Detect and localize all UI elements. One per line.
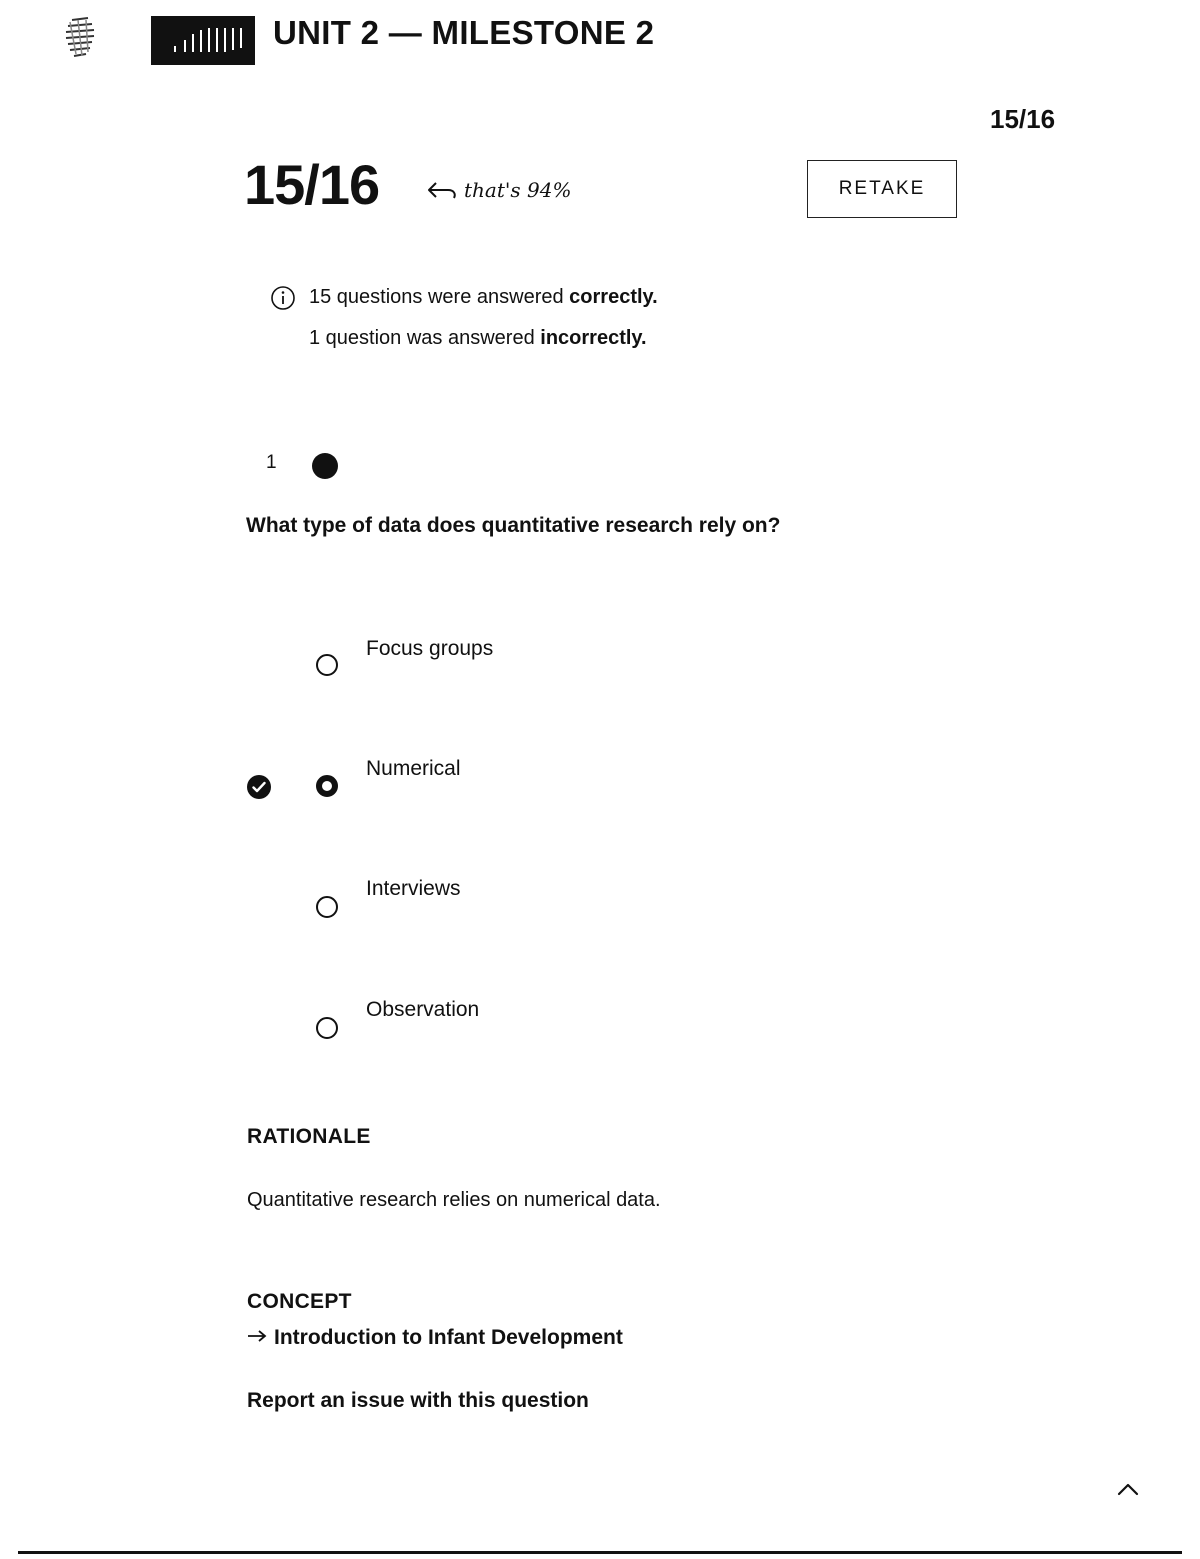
percent-note xyxy=(426,178,571,202)
option-radio-interviews[interactable] xyxy=(316,896,338,918)
rationale-text: Quantitative research relies on numerical data. xyxy=(247,1189,661,1211)
question-text: What type of data does quantitative research rely on? xyxy=(246,514,781,537)
concept-link-label[interactable]: Introduction to Infant Development xyxy=(274,1326,623,1349)
question-number: 1 xyxy=(266,452,277,473)
option-label-numerical[interactable]: Numerical xyxy=(366,757,461,780)
checkmark-circle-icon xyxy=(246,774,272,800)
curved-arrow-left-icon xyxy=(426,179,458,201)
logo-icon xyxy=(58,14,102,62)
concept-link[interactable] xyxy=(246,1326,623,1350)
option-label-observation[interactable]: Observation xyxy=(366,998,480,1021)
info-icon xyxy=(270,285,296,311)
percent-note-text: that's 94% xyxy=(464,178,572,202)
arrow-right-icon xyxy=(246,1326,268,1350)
option-radio-numerical[interactable] xyxy=(316,775,338,797)
correct-word: correctly. xyxy=(569,286,658,308)
incorrect-word: incorrectly. xyxy=(540,327,647,349)
summary-correct xyxy=(309,286,658,309)
report-issue-link[interactable]: Report an issue with this question xyxy=(247,1389,589,1412)
bottom-divider xyxy=(18,1551,1182,1554)
option-label-focus-groups[interactable]: Focus groups xyxy=(366,637,494,660)
retake-button[interactable]: RETAKE xyxy=(807,160,957,218)
option-label-interviews[interactable]: Interviews xyxy=(366,877,461,900)
rationale-heading: RATIONALE xyxy=(247,1125,371,1148)
option-radio-focus-groups[interactable] xyxy=(316,654,338,676)
incorrect-count: 1 xyxy=(309,327,321,349)
summary-incorrect xyxy=(309,327,647,350)
score-value: 15/16 xyxy=(244,153,380,216)
correct-count: 15 xyxy=(309,286,332,308)
corner-score: 15/16 xyxy=(990,104,1056,134)
correct-text: questions were answered xyxy=(331,286,570,308)
question-status-dot xyxy=(312,453,338,479)
brand-badge xyxy=(151,16,255,65)
option-radio-observation[interactable] xyxy=(316,1017,338,1039)
chevron-up-icon[interactable] xyxy=(1114,1478,1142,1500)
concept-heading: CONCEPT xyxy=(247,1290,352,1313)
page-title: UNIT 2 — MILESTONE 2 xyxy=(273,14,655,51)
incorrect-text: question was answered xyxy=(320,327,541,349)
